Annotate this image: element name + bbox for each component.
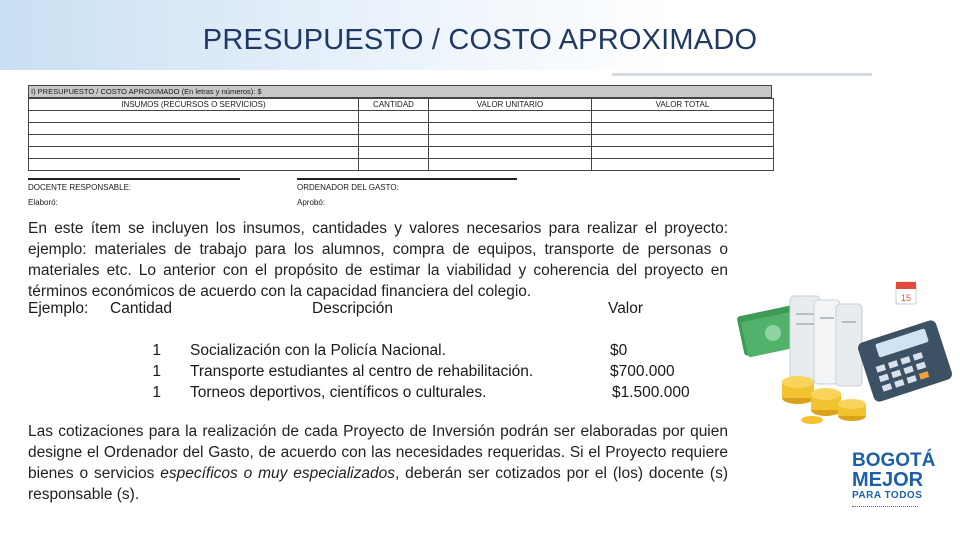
logo-line-2: MEJOR <box>852 469 924 491</box>
table-body <box>29 111 774 171</box>
col-insumos: INSUMOS (RECURSOS O SERVICIOS) <box>29 99 359 111</box>
col-valor-total: VALOR TOTAL <box>592 99 774 111</box>
table-cell <box>429 123 592 135</box>
table-cell <box>359 123 429 135</box>
example-desc: Socialización con la Policía Nacional. <box>190 342 446 359</box>
example-desc: Torneos deportivos, científicos o culturales. <box>190 384 487 401</box>
table-cell <box>29 123 359 135</box>
example-value: $700.000 <box>610 363 675 380</box>
cantidad-label: Cantidad <box>110 300 173 317</box>
calendar-icon <box>896 282 916 304</box>
ejemplo-label: Ejemplo: <box>28 300 89 317</box>
page-title: PRESUPUESTO / COSTO APROXIMADO <box>202 24 758 56</box>
elaboro-label: Elaboró: <box>28 198 58 207</box>
table-cell <box>359 147 429 159</box>
ordenador-label: ORDENADOR DEL GASTO: <box>297 183 399 192</box>
table-row <box>29 135 774 147</box>
signature-line-docente <box>28 178 240 180</box>
table-cell <box>592 123 774 135</box>
example-qty: 1 <box>152 384 161 401</box>
descripcion-label: Descripción <box>312 300 393 317</box>
finance-illustration-icon <box>732 270 954 430</box>
example-header <box>28 298 728 319</box>
calendar-number: 15 <box>900 293 912 303</box>
intro-paragraph: En este ítem se incluyen los insumos, cantidades y valores necesarios para realizar el proyecto: ejemplo: materiales de trabajo para los alumnos, compra de equipos, transporte de personas o materiales etc. Lo anterior con el propósito de estimar la viabilidad y coherencia del proyecto en términos económicos de acuerdo con la capacidad financiera del colegio. <box>28 220 728 300</box>
docente-label: DOCENTE RESPONSABLE: <box>28 183 132 192</box>
receipt-icon <box>790 296 862 386</box>
table-header-row <box>29 99 774 111</box>
form-header: I) PRESUPUESTO / COSTO APROXIMADO (En letras y números): $ <box>28 85 772 98</box>
table-row <box>29 111 774 123</box>
table-row <box>29 123 774 135</box>
example-qty: 1 <box>152 342 161 359</box>
example-value: $1.500.000 <box>612 384 690 401</box>
table-cell <box>359 159 429 171</box>
table-cell <box>29 147 359 159</box>
table-row <box>29 147 774 159</box>
table-cell <box>592 159 774 171</box>
table-cell <box>29 159 359 171</box>
title-underline <box>612 73 872 76</box>
budget-table <box>28 98 774 171</box>
budget-form <box>28 85 772 171</box>
list-item <box>28 361 728 382</box>
list-item <box>28 340 728 361</box>
example-value: $0 <box>610 342 628 359</box>
closing-text-b: , deberán ser cotizados por el (los) docente (s) responsable (s). <box>28 465 728 503</box>
table-cell <box>592 147 774 159</box>
closing-text-emphasis: específicos o muy especializados <box>160 465 395 482</box>
table-cell <box>429 147 592 159</box>
logo-line-1: BOGOTÁ <box>852 450 936 471</box>
table-cell <box>29 135 359 147</box>
list-item <box>28 382 728 403</box>
col-valor-unitario: VALOR UNITARIO <box>429 99 592 111</box>
closing-paragraph <box>28 421 728 505</box>
signature-line-ordenador <box>297 178 517 180</box>
logo-line-3: PARA TODOS <box>852 490 923 501</box>
bogota-logo <box>852 450 936 511</box>
table-cell <box>592 135 774 147</box>
table-cell <box>29 111 359 123</box>
example-qty: 1 <box>152 363 161 380</box>
table-row <box>29 159 774 171</box>
example-desc: Transporte estudiantes al centro de rehabilitación. <box>190 363 534 380</box>
table-cell <box>429 159 592 171</box>
table-cell <box>429 111 592 123</box>
table-cell <box>592 111 774 123</box>
calculator-icon <box>856 319 953 403</box>
aprobo-label: Aprobó: <box>297 198 326 207</box>
table-cell <box>429 135 592 147</box>
table-cell <box>359 135 429 147</box>
closing-text-a: Las cotizaciones para la realización de cada Proyecto de Inversión podrán ser elaboradas por quien designe el Ordenador del Gasto, de acuerdo con las necesidades requeridas. Si el Proyecto requiere bienes o servicios <box>28 423 728 482</box>
logo-divider <box>852 506 918 511</box>
valor-label: Valor <box>608 300 644 317</box>
table-cell <box>359 111 429 123</box>
col-cantidad: CANTIDAD <box>359 99 429 111</box>
